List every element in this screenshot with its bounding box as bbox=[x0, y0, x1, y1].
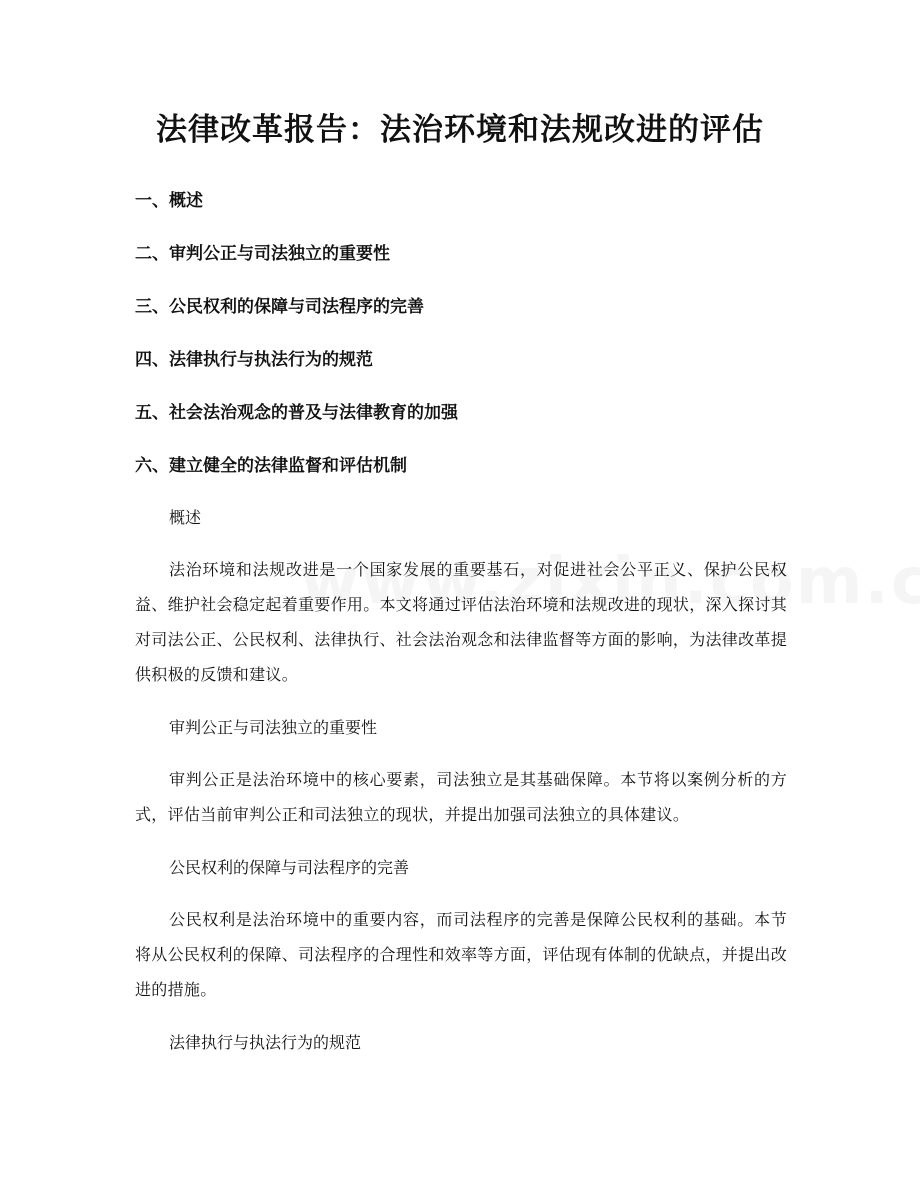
section-heading: 法律执行与执法行为的规范 bbox=[169, 1033, 362, 1052]
section-paragraph: 审判公正是法治环境中的核心要素，司法独立是其基础保障。本节将以案例分析的方式，评估当前审判公正和司法独立的现状，并提出加强司法独立的具体建议。 bbox=[135, 770, 787, 824]
toc-item-3: 三、公民权利的保障与司法程序的完善 bbox=[135, 297, 424, 317]
document-body bbox=[135, 502, 787, 1077]
section-heading: 审判公正与司法独立的重要性 bbox=[169, 718, 378, 737]
section-heading: 概述 bbox=[169, 508, 202, 527]
table-of-contents bbox=[135, 186, 458, 504]
toc-item-5: 五、社会法治观念的普及与法律教育的加强 bbox=[135, 403, 458, 423]
toc-item-6: 六、建立健全的法律监督和评估机制 bbox=[135, 456, 407, 476]
toc-item-1: 一、概述 bbox=[135, 191, 203, 211]
section-paragraph: 公民权利是法治环境中的重要内容，而司法程序的完善是保障公民权利的基础。本节将从公民权利的保障、司法程序的合理性和效率等方面，评估现有体制的优缺点，并提出改进的措施。 bbox=[135, 910, 788, 999]
section-heading: 公民权利的保障与司法程序的完善 bbox=[169, 858, 410, 877]
document-title: 法律改革报告：法治环境和法规改进的评估 bbox=[156, 112, 764, 148]
toc-item-4: 四、法律执行与执法行为的规范 bbox=[135, 350, 373, 370]
section-paragraph: 法治环境和法规改进是一个国家发展的重要基石，对促进社会公平正义、保护公民权益、维护社会稳定起着重要作用。本文将通过评估法治环境和法规改进的现状，深入探讨其对司法公正、公民权利、法律执行、社会法治观念和法律监督等方面的影响，为法律改革提供积极的反馈和建议。 bbox=[135, 560, 788, 684]
toc-item-2: 二、审判公正与司法独立的重要性 bbox=[135, 244, 390, 264]
